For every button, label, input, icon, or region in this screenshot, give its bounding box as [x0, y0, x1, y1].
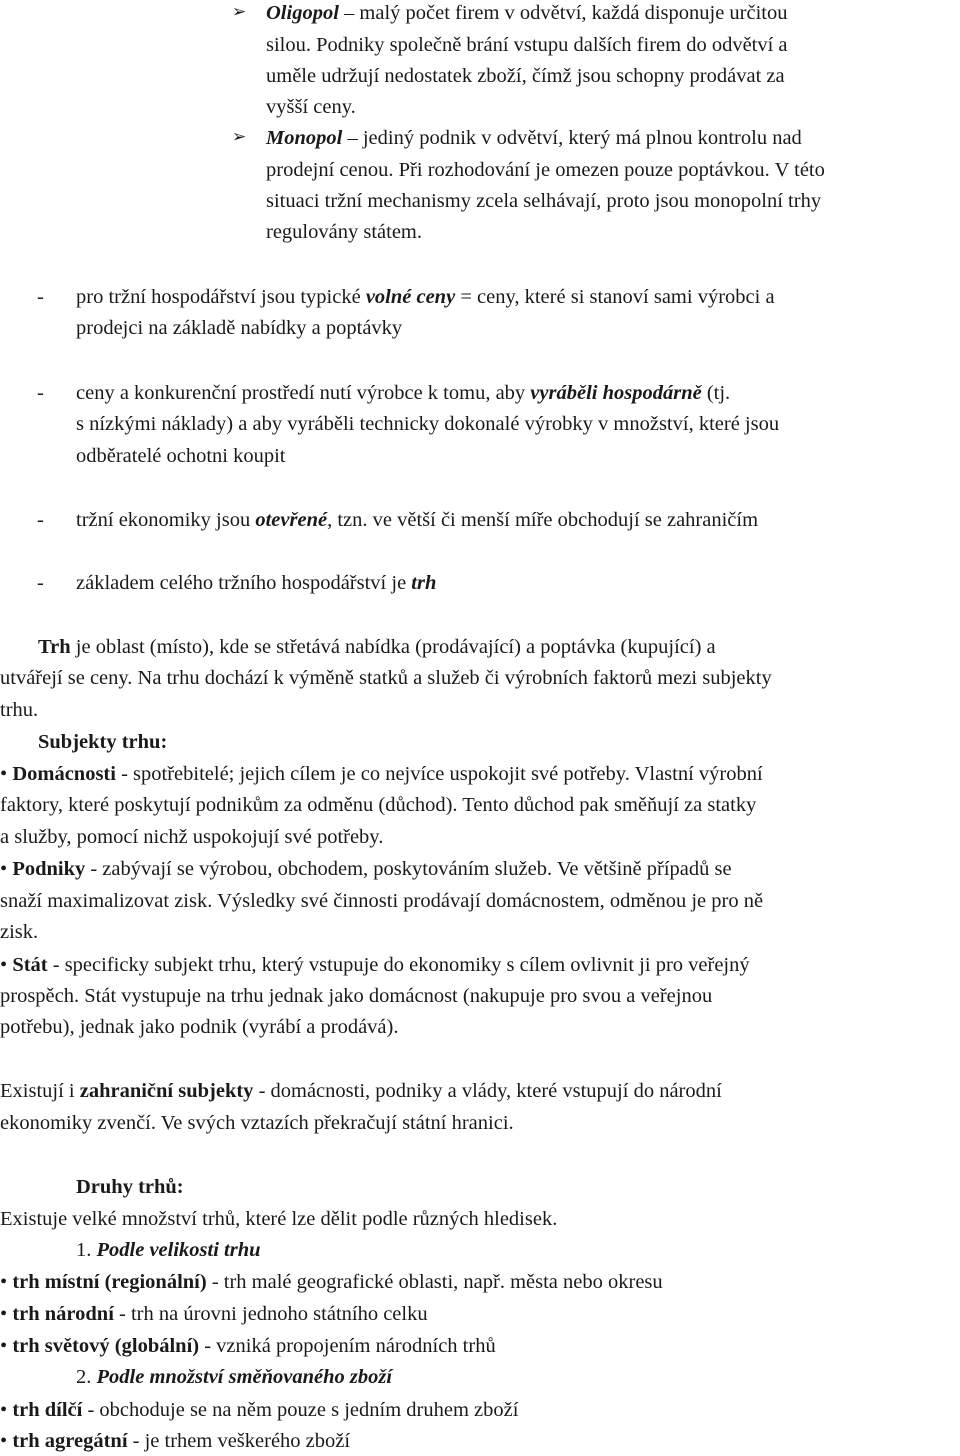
- monopol-line-2: prodejní cenou. Při rozhodování je omezen pouze poptávkou. V této: [266, 159, 825, 181]
- druhy-item-4: • trh dílčí - obchoduje se na něm pouze s jedním druhem zboží: [0, 1399, 519, 1421]
- point-2-line-1: ceny a konkurenční prostředí nutí výrobce k tomu, aby vyráběli hospodárně (tj.: [76, 382, 731, 404]
- vyrabeli-hospodarne-term: vyráběli hospodárně: [530, 382, 702, 404]
- stat-line-2: prospěch. Stát vystupuje na trhu jednak jako domácnost (nakupuje pro svou a veřejnou: [0, 985, 713, 1007]
- druhy-item-3: • trh světový (globální) - vzniká propojením národních trhů: [0, 1335, 496, 1357]
- domacnosti-line-1: • Domácnosti - spotřebitelé; jejich cílem je co nejvíce uspokojit své potřeby. Vlastní výrobní: [0, 763, 763, 785]
- volne-ceny-term: volné ceny: [365, 286, 456, 308]
- bullet-marker: •: [0, 1271, 8, 1293]
- point-3-line-1: tržní ekonomiky jsou otevřené, tzn. ve větší či menší míře obchodují se zahraničím: [76, 509, 759, 531]
- druhy-heading: Druhy trhů:: [76, 1176, 184, 1198]
- monopol-line-4: regulovány státem.: [266, 221, 422, 243]
- arrow-bullet-icon: ➢: [232, 2, 247, 22]
- point-2-line-2: s nízkými náklady) a aby vyráběli technicky dokonalé výrobky v množství, které jsou: [76, 413, 780, 435]
- podniky-term: Podniky: [12, 858, 86, 880]
- domacnosti-term: Domácnosti: [12, 763, 116, 785]
- bullet-marker: •: [0, 1399, 8, 1421]
- druhy-intro: Existuje velké množství trhů, které lze dělit podle různých hledisek.: [0, 1208, 558, 1230]
- podniky-line-3: zisk.: [0, 921, 39, 943]
- section-2-title: Podle množství směňovaného zboží: [96, 1366, 393, 1388]
- oligopol-line-3: uměle udržují nedostatek zboží, čímž jsou schopny prodávat za: [266, 65, 785, 87]
- podniky-line-2: snaží maximalizovat zisk. Výsledky své činnosti prodávají domácnostem, odměnou je pro ně: [0, 890, 764, 912]
- point-2-line-3: odběratelé ochotni koupit: [76, 445, 286, 467]
- otevrene-term: otevřené: [255, 509, 328, 531]
- stat-line-1: • Stát - specificky subjekt trhu, který vstupuje do ekonomiky s cílem ovlivnit ji pro veřejný: [0, 954, 750, 976]
- bullet-marker: •: [0, 1335, 8, 1357]
- dash-marker: -: [37, 572, 44, 594]
- bullet-marker: •: [0, 858, 8, 880]
- point-1-line-2: prodejci na základě nabídky a poptávky: [76, 317, 403, 339]
- trh-definition-line-2: utvářejí se ceny. Na trhu dochází k výměně statků a služeb či výrobních faktorů mezi subjekty: [0, 667, 772, 689]
- podniky-line-1: • Podniky - zabývají se výrobou, obchodem, poskytováním služeb. Ve většině případů se: [0, 858, 732, 880]
- trh-term: trh: [411, 572, 437, 594]
- point-4-line-1: základem celého tržního hospodářství je trh: [76, 572, 437, 594]
- point-1-line-1: pro tržní hospodářství jsou typické volné ceny = ceny, které si stanoví sami výrobci a: [76, 286, 775, 308]
- oligopol-line-2: silou. Podniky společně brání vstupu dalších firem do odvětví a: [266, 34, 788, 56]
- trh-definition-line-3: trhu.: [0, 699, 39, 721]
- druhy-item-2: • trh národní - trh na úrovni jednoho státního celku: [0, 1303, 428, 1325]
- oligopol-line-4: vyšší ceny.: [266, 96, 356, 118]
- bullet-marker: •: [0, 954, 8, 976]
- dash-marker: -: [37, 286, 44, 308]
- druhy-section-1: 1. Podle velikosti trhu: [76, 1239, 261, 1261]
- zahranicni-line-2: ekonomiky zvenčí. Ve svých vztazích překračují státní hranici.: [0, 1112, 514, 1134]
- trh-definition-term: Trh: [38, 636, 71, 658]
- oligopol-term: Oligopol: [266, 2, 339, 24]
- stat-line-3: potřebu), jednak jako podnik (vyrábí a prodává).: [0, 1016, 399, 1038]
- druhy-section-2: 2. Podle množství směňovaného zboží: [76, 1366, 393, 1388]
- section-1-title: Podle velikosti trhu: [96, 1239, 261, 1261]
- bullet-marker: •: [0, 1430, 8, 1452]
- monopol-term: Monopol: [266, 127, 343, 149]
- zahranicni-line-1: Existují i zahraniční subjekty - domácnosti, podniky a vlády, které vstupují do národní: [0, 1080, 722, 1102]
- zahranicni-term: zahraniční subjekty: [79, 1080, 254, 1102]
- arrow-bullet-icon: ➢: [232, 127, 247, 147]
- stat-term: Stát: [12, 954, 48, 976]
- druhy-item-1: • trh místní (regionální) - trh malé geografické oblasti, např. města nebo okresu: [0, 1271, 663, 1293]
- bullet-marker: •: [0, 1303, 8, 1325]
- bullet-marker: •: [0, 763, 8, 785]
- dash-marker: -: [37, 509, 44, 531]
- oligopol-line-1: Oligopol – malý počet firem v odvětví, každá disponuje určitou: [266, 2, 788, 24]
- dash-marker: -: [37, 382, 44, 404]
- monopol-line-1: Monopol – jediný podnik v odvětví, který má plnou kontrolu nad: [266, 127, 802, 149]
- monopol-line-3: situaci tržní mechanismy zcela selhávají, proto jsou monopolní trhy: [266, 190, 822, 212]
- domacnosti-line-3: a služby, pomocí nichž uspokojují své potřeby.: [0, 826, 384, 848]
- druhy-item-5: • trh agregátní - je trhem veškerého zboží: [0, 1430, 351, 1452]
- trh-definition-line-1: Trh je oblast (místo), kde se střetává nabídka (prodávající) a poptávka (kupující) a: [38, 636, 716, 658]
- subjekty-heading: Subjekty trhu:: [38, 731, 168, 753]
- domacnosti-line-2: faktory, které poskytují podnikům za odměnu (důchod). Tento důchod pak směňují za statky: [0, 794, 757, 816]
